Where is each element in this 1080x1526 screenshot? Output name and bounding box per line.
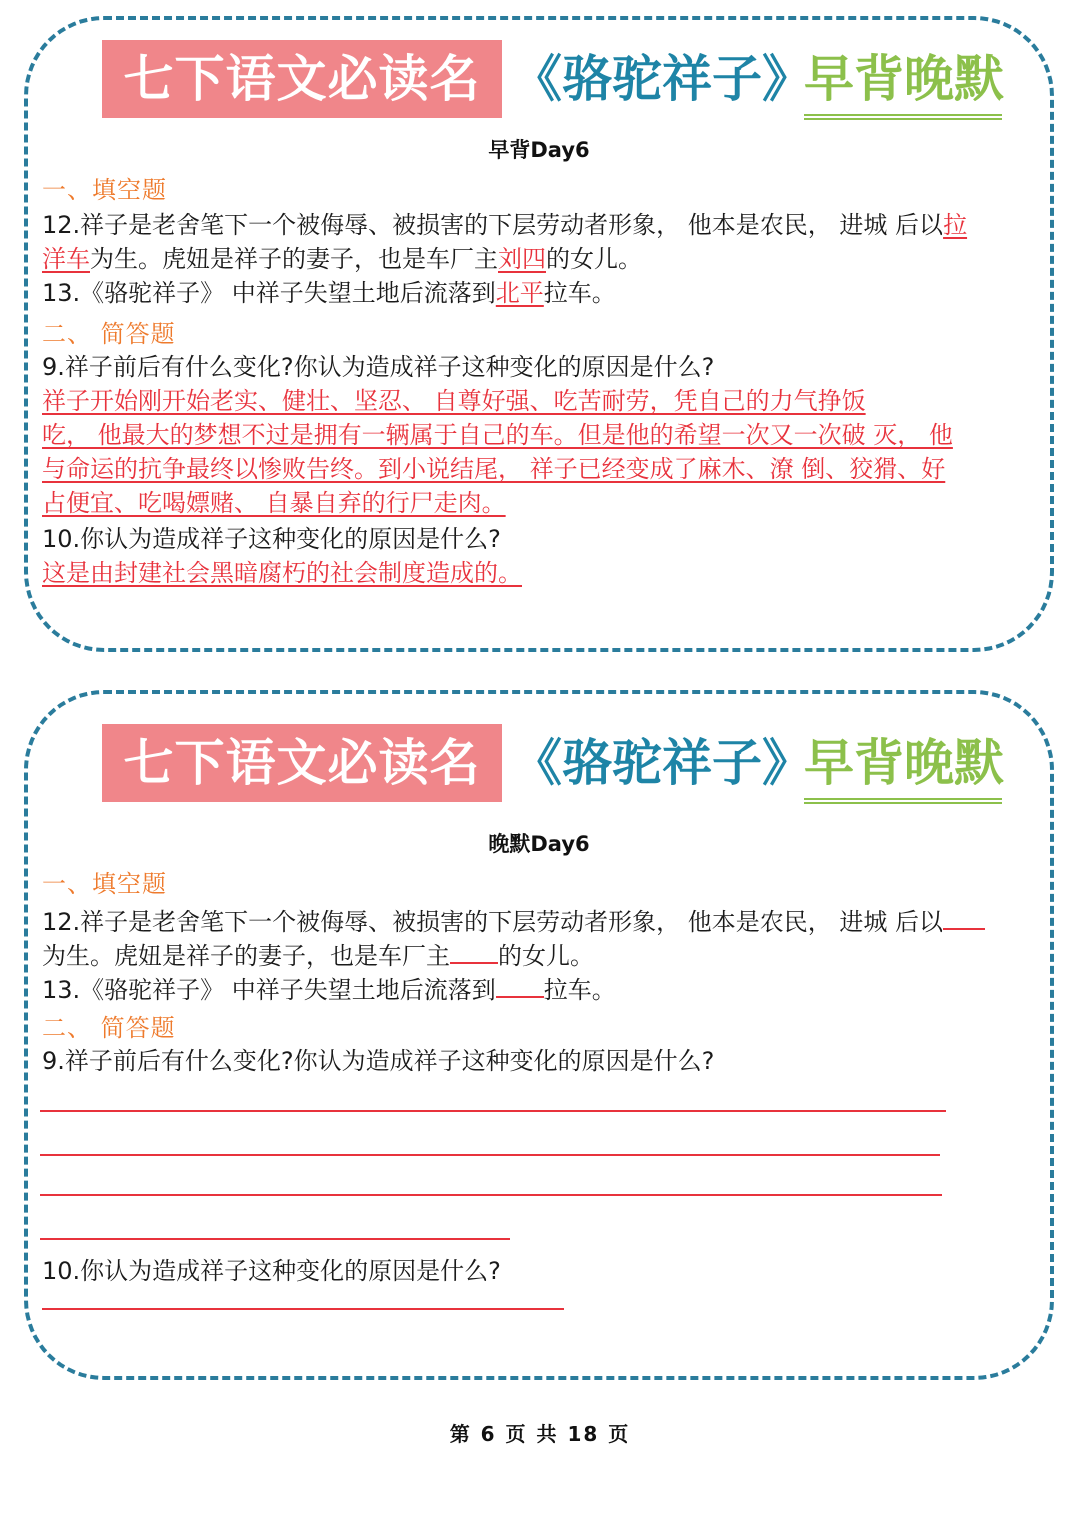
title-part1: 七下语文必读名著 bbox=[102, 724, 502, 802]
section-short-answer: 二、 简答题 bbox=[42, 320, 176, 348]
question-12-text-a: 12.祥子是老舍笔下一个被侮辱、被损害的下层劳动者形象， 他本是农民， 进城 后以 bbox=[42, 908, 944, 936]
section-fill-blank: 一、填空题 bbox=[42, 176, 167, 204]
question-12-text-c: 的女儿。 bbox=[498, 942, 594, 970]
section-short-answer: 二、 简答题 bbox=[42, 1014, 176, 1042]
question-12-line1 bbox=[42, 208, 1032, 242]
answer-12-2: 刘四 bbox=[498, 245, 546, 273]
question-12-line2 bbox=[42, 242, 1032, 276]
answer-line-9-4[interactable] bbox=[40, 1238, 510, 1240]
title-part3-underline bbox=[804, 114, 1002, 120]
question-13-text-b: 拉车。 bbox=[543, 279, 616, 307]
question-12-line2 bbox=[42, 936, 1032, 973]
title-part3-underline bbox=[804, 798, 1002, 804]
question-12-text-b: 为生。虎妞是祥子的妻子，也是车厂主 bbox=[90, 245, 498, 273]
answer-12-1b: 洋车 bbox=[42, 245, 90, 273]
answer-line-9-2[interactable] bbox=[40, 1154, 940, 1156]
title-part3: 早背晚默 bbox=[804, 734, 1004, 792]
title-part1: 七下语文必读名著 bbox=[102, 40, 502, 118]
title-part2: 《骆驼祥子》 bbox=[512, 734, 812, 792]
question-12-text-c: 的女儿。 bbox=[546, 245, 642, 273]
question-12-text-a: 12.祥子是老舍笔下一个被侮辱、被损害的下层劳动者形象， 他本是农民， 进城 后以 bbox=[42, 211, 944, 239]
question-13-line bbox=[42, 970, 1032, 1007]
question-13-text-a: 13.《骆驼祥子》 中祥子失望土地后流落到 bbox=[42, 976, 496, 1004]
page-footer: 第 6 页 共 18 页 bbox=[449, 1422, 631, 1446]
question-10: 10.你认为造成祥子这种变化的原因是什么? bbox=[42, 525, 501, 553]
question-13-text-a: 13.《骆驼祥子》 中祥子失望土地后流落到 bbox=[42, 279, 496, 307]
title-part3: 早背晚默 bbox=[804, 50, 1004, 108]
morning-card bbox=[24, 16, 1054, 652]
day-label: 早背Day6 bbox=[488, 138, 590, 162]
blank-12-2[interactable] bbox=[450, 936, 498, 964]
title-part2: 《骆驼祥子》 bbox=[512, 50, 812, 108]
answer-9-line4: 占便宜、吃喝嫖赌、 自暴自弃的行尸走肉。 bbox=[42, 489, 506, 517]
answer-9-line1: 祥子开始刚开始老实、健壮、坚忍、 自尊好强、吃苦耐劳，凭自己的力气挣饭 bbox=[42, 387, 866, 415]
answer-line-9-3[interactable] bbox=[40, 1194, 942, 1196]
question-10: 10.你认为造成祥子这种变化的原因是什么? bbox=[42, 1257, 501, 1285]
answer-line-9-1[interactable] bbox=[40, 1110, 946, 1112]
question-12-line1 bbox=[42, 902, 1032, 939]
question-13-text-b: 拉车。 bbox=[543, 976, 616, 1004]
answer-9-line3: 与命运的抗争最终以惨败告终。到小说结尾， 祥子已经变成了麻木、潦 倒、狡猾、好 bbox=[42, 455, 946, 483]
question-13-line bbox=[42, 276, 1032, 310]
answer-10: 这是由封建社会黑暗腐朽的社会制度造成的。 bbox=[42, 559, 522, 587]
answer-line-10[interactable] bbox=[42, 1308, 564, 1310]
blank-12-1[interactable] bbox=[943, 902, 985, 930]
evening-card bbox=[24, 690, 1054, 1380]
day-label: 晚默Day6 bbox=[488, 832, 590, 856]
question-12-text-b: 为生。虎妞是祥子的妻子，也是车厂主 bbox=[42, 942, 450, 970]
blank-13[interactable] bbox=[496, 970, 544, 998]
question-9: 9.祥子前后有什么变化?你认为造成祥子这种变化的原因是什么? bbox=[42, 1047, 715, 1075]
section-fill-blank: 一、填空题 bbox=[42, 870, 167, 898]
question-9: 9.祥子前后有什么变化?你认为造成祥子这种变化的原因是什么? bbox=[42, 353, 715, 381]
answer-13: 北平 bbox=[495, 279, 544, 307]
answer-9-line2: 吃， 他最大的梦想不过是拥有一辆属于自己的车。但是他的希望一次又一次破 灭， 他 bbox=[42, 421, 953, 449]
answer-12-1a: 拉 bbox=[943, 211, 968, 239]
